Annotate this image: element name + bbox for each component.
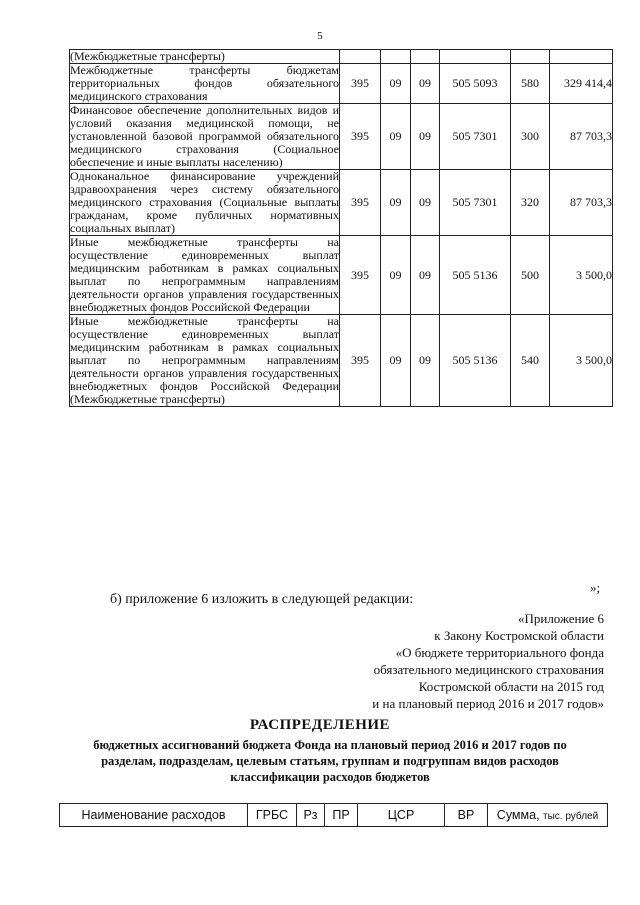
- header-vr: ВР: [445, 804, 488, 827]
- appendix-reference: [244, 610, 604, 712]
- page-number: 5: [317, 30, 323, 42]
- expense-name: Иные межбюджетные трансферты на осуществление единовременных выплат медицинским работникам в рамках социальных выплат по непрограммным направлениям деятельности органов управления государственных внебюджетных фондов Российской Федерации (Межбюджетные трансферты): [70, 314, 339, 406]
- expense-name: Межбюджетные трансферты бюджетам территориальных фондов обязательного медицинского страхования: [70, 63, 339, 103]
- expense-name: (Межбюджетные трансферты): [70, 50, 340, 64]
- rz-cell: 09: [381, 104, 411, 170]
- pr-cell: [411, 50, 440, 64]
- appendix-line: Костромской области на 2015 год: [418, 679, 604, 694]
- header-csr: ЦСР: [358, 804, 445, 827]
- appendix-line: «О бюджете территориального фонда: [395, 645, 604, 660]
- appendix-line: «Приложение 6: [517, 611, 604, 626]
- csr-cell: 505 7301: [440, 170, 511, 236]
- vr-cell: [511, 50, 550, 64]
- header-sum-unit: тыс. рублей: [543, 811, 599, 822]
- closing-quote: »;: [590, 580, 601, 595]
- appendix-line: и на плановый период 2016 и 2017 годов»: [372, 696, 604, 711]
- table-row: [70, 104, 613, 170]
- table-row: [70, 315, 613, 407]
- grbs-cell: 395: [340, 104, 381, 170]
- pr-cell: 09: [411, 236, 440, 315]
- document-subtitle: бюджетных ассигнований бюджета Фонда на плановый период 2016 и 2017 годов по разделам, подразделам, целевым статьям, группам и подгруппам видов расходов классификации расходов бюджетов: [93, 738, 567, 784]
- vr-cell: 300: [511, 104, 550, 170]
- header-pr: ПР: [325, 804, 358, 827]
- grbs-cell: 395: [340, 236, 381, 315]
- expense-name: Финансовое обеспечение дополнительных видов и условий оказания медицинской помощи, не установленной базовой программой обязательного медицинского страхования (Социальное обеспечение и иные выплаты населению): [70, 103, 339, 169]
- distribution-table-header: [59, 803, 608, 827]
- table-row: [70, 64, 613, 104]
- grbs-cell: 395: [340, 64, 381, 104]
- expense-name: Одноканальное финансирование учреждений здравоохранения через систему обязательного медицинского страхования (Социальные выплаты гражданам, кроме публичных нормативных социальных выплат): [70, 169, 339, 235]
- vr-cell: 500: [511, 236, 550, 315]
- header-sum-label: Сумма,: [496, 808, 540, 822]
- csr-cell: 505 7301: [440, 104, 511, 170]
- header-grbs: ГРБС: [248, 804, 297, 827]
- pr-cell: 09: [411, 64, 440, 104]
- grbs-cell: 395: [340, 315, 381, 407]
- grbs-cell: [340, 50, 381, 64]
- rz-cell: 09: [381, 64, 411, 104]
- sum-cell: 329 414,4: [550, 64, 613, 104]
- rz-cell: 09: [381, 170, 411, 236]
- pr-cell: 09: [411, 104, 440, 170]
- vr-cell: 580: [511, 64, 550, 104]
- amendment-item: б) приложение 6 изложить в следующей редакции:: [110, 592, 414, 607]
- header-row: [60, 804, 608, 827]
- sum-cell: 3 500,0: [550, 315, 613, 407]
- budget-table: [69, 49, 613, 407]
- sum-cell: 3 500,0: [550, 236, 613, 315]
- header-rz: Рз: [297, 804, 325, 827]
- table-row: [70, 170, 613, 236]
- appendix-line: к Закону Костромской области: [434, 628, 604, 643]
- sum-cell: [550, 50, 613, 64]
- header-sum: [488, 804, 608, 827]
- rz-cell: 09: [381, 315, 411, 407]
- sum-cell: 87 703,3: [550, 104, 613, 170]
- table-row: [70, 50, 613, 64]
- document-title: РАСПРЕДЕЛЕНИЕ: [249, 717, 391, 733]
- vr-cell: 320: [511, 170, 550, 236]
- vr-cell: 540: [511, 315, 550, 407]
- sum-cell: 87 703,3: [550, 170, 613, 236]
- pr-cell: 09: [411, 170, 440, 236]
- csr-cell: 505 5136: [440, 236, 511, 315]
- expense-name: Иные межбюджетные трансферты на осуществление единовременных выплат медицинским работникам в рамках социальных выплат по непрограммным направлениям деятельности органов управления государственных внебюджетных фондов Российской Федерации: [70, 235, 339, 314]
- csr-cell: 505 5136: [440, 315, 511, 407]
- header-name: Наименование расходов: [60, 804, 248, 827]
- rz-cell: [381, 50, 411, 64]
- csr-cell: [440, 50, 511, 64]
- csr-cell: 505 5093: [440, 64, 511, 104]
- pr-cell: 09: [411, 315, 440, 407]
- grbs-cell: 395: [340, 170, 381, 236]
- table-row: [70, 236, 613, 315]
- rz-cell: 09: [381, 236, 411, 315]
- appendix-line: обязательного медицинского страхования: [373, 662, 604, 677]
